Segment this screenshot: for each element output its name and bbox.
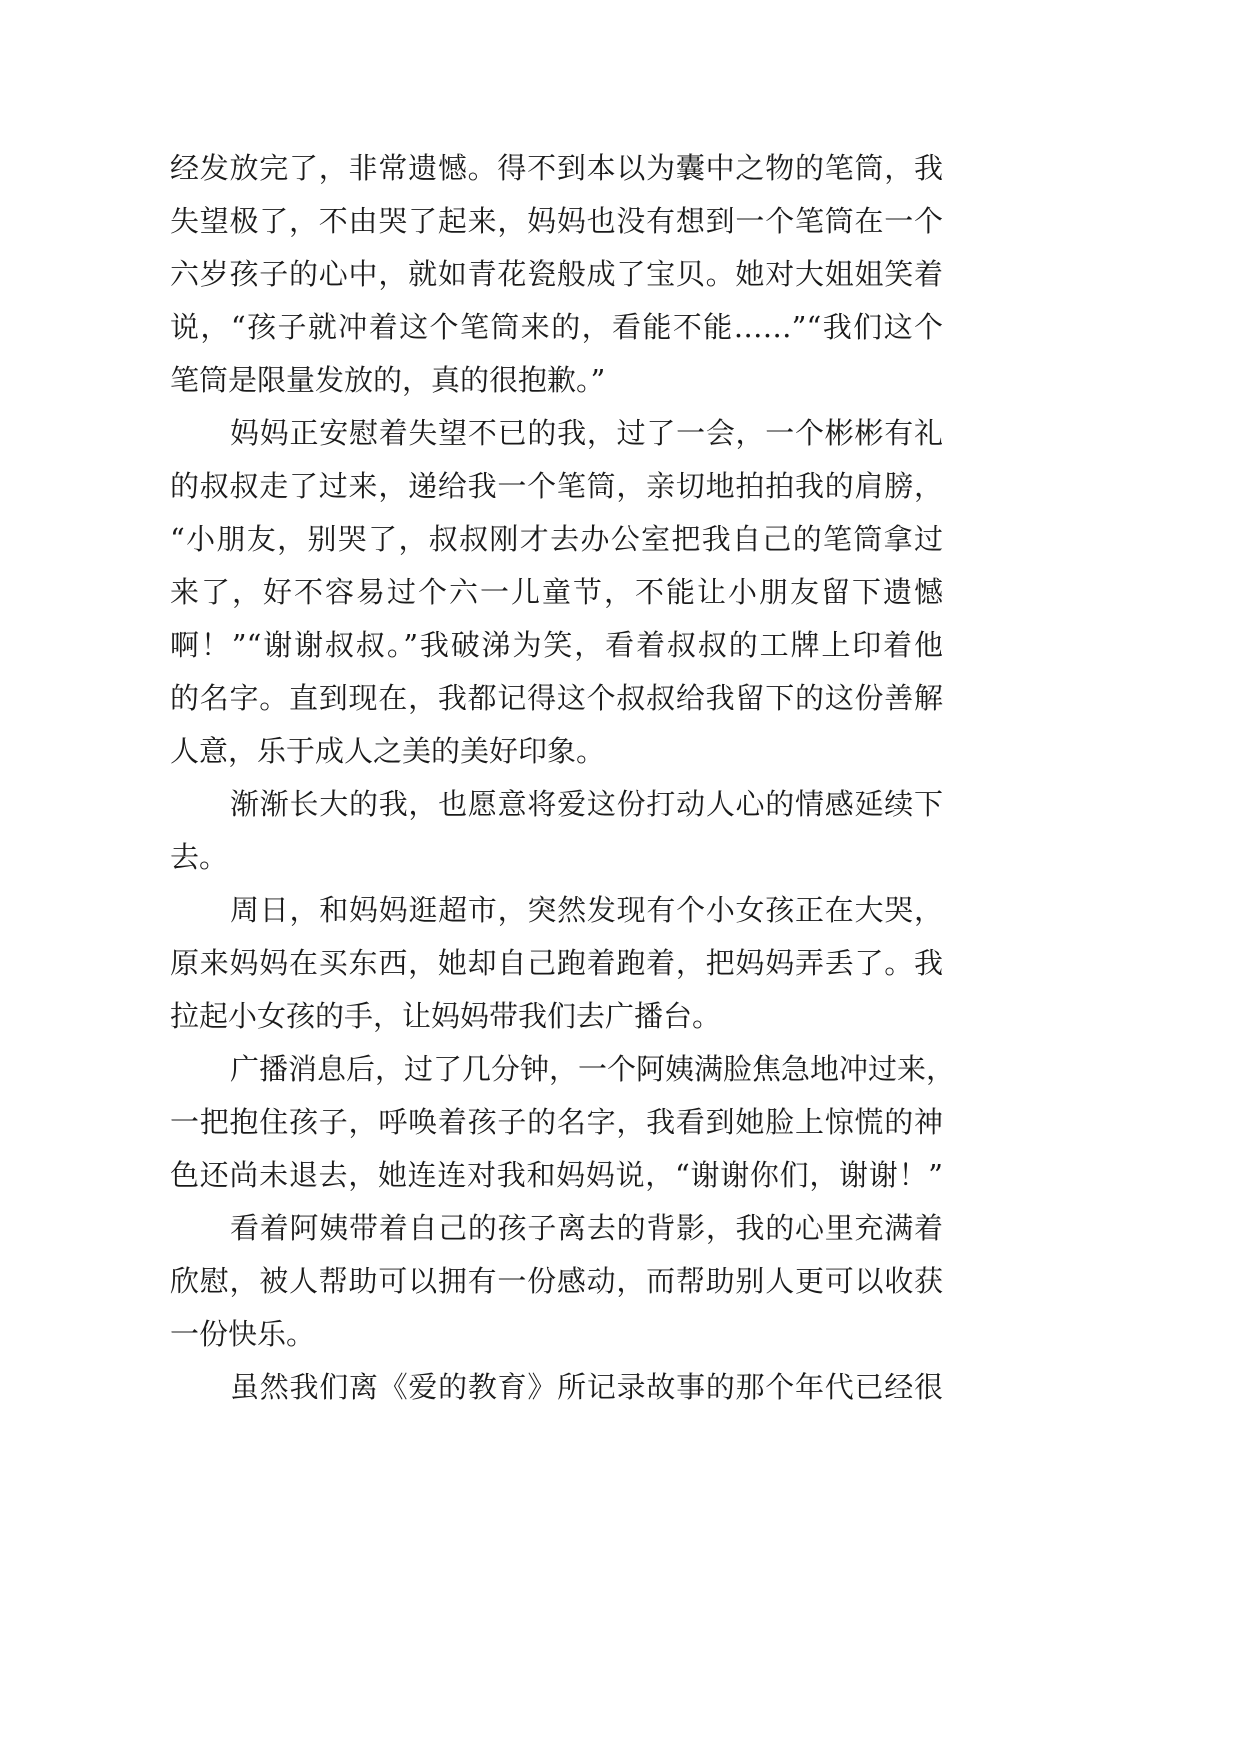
paragraph-first-line: 看着阿姨带着自己的孩子离去的背影，我的心里充满着 — [230, 1211, 943, 1245]
text-line: 说，“孩子就冲着这个笔筒来的，看能不能……”“我们这个 — [170, 310, 943, 344]
text-line: 经发放完了，非常遗憾。得不到本以为囊中之物的笔筒，我 — [170, 151, 943, 185]
paragraph-first-line: 妈妈正安慰着失望不已的我，过了一会，一个彬彬有礼 — [230, 416, 943, 450]
text-line: 失望极了，不由哭了起来，妈妈也没有想到一个笔筒在一个 — [170, 204, 943, 238]
text-line: 一把抱住孩子，呼唤着孩子的名字，我看到她脸上惊慌的神 — [170, 1105, 943, 1139]
body-text — [170, 142, 956, 1414]
text-line: 来了，好不容易过个六一儿童节，不能让小朋友留下遗憾 — [170, 575, 943, 609]
paragraph-first-line: 周日，和妈妈逛超市，突然发现有个小女孩正在大哭， — [230, 893, 943, 927]
paragraph-first-line: 广播消息后，过了几分钟，一个阿姨满脸焦急地冲过来， — [230, 1052, 956, 1086]
text-line: 欣慰，被人帮助可以拥有一份感动，而帮助别人更可以收获 — [170, 1264, 943, 1298]
text-line: 拉起小女孩的手，让妈妈带我们去广播台。 — [170, 999, 722, 1033]
text-line: 色还尚未退去，她连连对我和妈妈说，“谢谢你们，谢谢！” — [170, 1158, 943, 1192]
text-line: 的名字。直到现在，我都记得这个叔叔给我留下的这份善解 — [170, 681, 943, 715]
text-line: “小朋友，别哭了，叔叔刚才去办公室把我自己的笔筒拿过 — [170, 522, 943, 556]
text-line: 去。 — [170, 840, 229, 874]
paragraph-first-line: 渐渐长大的我，也愿意将爱这份打动人心的情感延续下 — [230, 787, 943, 821]
text-line: 的叔叔走了过来，递给我一个笔筒，亲切地拍拍我的肩膀， — [170, 469, 943, 503]
text-line: 六岁孩子的心中，就如青花瓷般成了宝贝。她对大姐姐笑着 — [170, 257, 943, 291]
text-line: 啊！”“谢谢叔叔。”我破涕为笑，看着叔叔的工牌上印着他 — [170, 628, 943, 662]
text-line: 原来妈妈在买东西，她却自己跑着跑着，把妈妈弄丢了。我 — [170, 946, 943, 980]
text-line: 人意，乐于成人之美的美好印象。 — [170, 734, 606, 768]
paragraph-first-line: 虽然我们离《爱的教育》所记录故事的那个年代已经很 — [230, 1370, 943, 1404]
text-line: 一份快乐。 — [170, 1317, 316, 1351]
text-line: 笔筒是限量发放的，真的很抱歉。” — [170, 363, 606, 397]
